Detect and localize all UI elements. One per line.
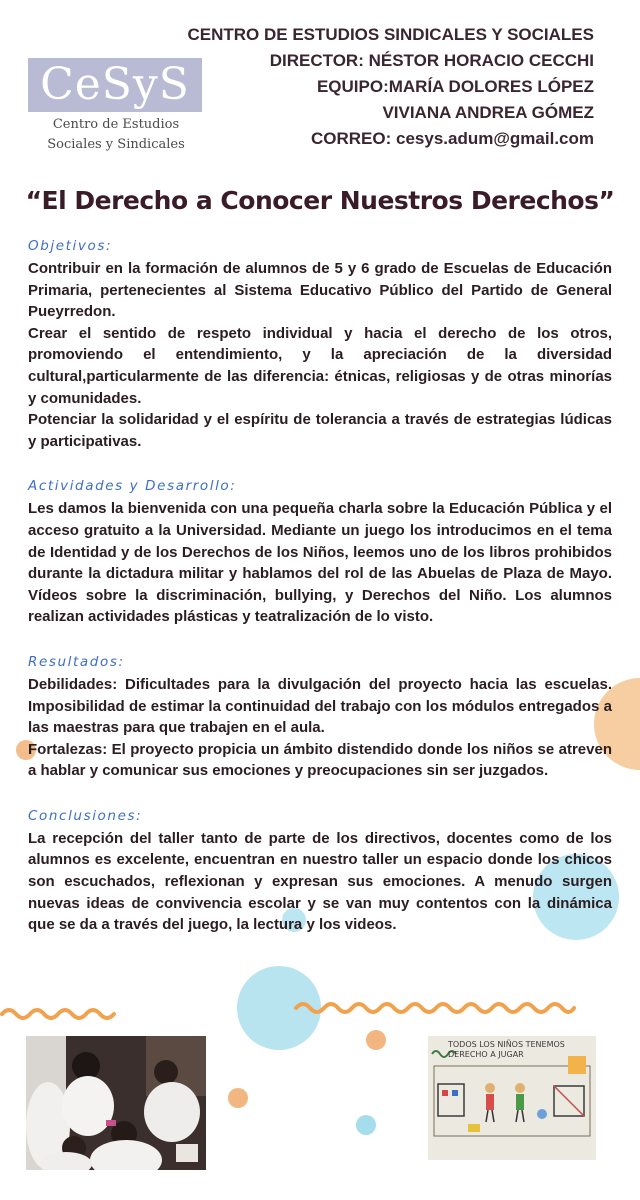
team-line-2: VIVIANA ANDREA GÓMEZ: [382, 103, 594, 122]
logo-subtitle: [28, 115, 204, 155]
decorative-orange-dot: [366, 1030, 386, 1050]
section-heading: Conclusiones:: [28, 807, 143, 824]
workshop-photo: [26, 1036, 206, 1170]
team-line: EQUIPO:MARÍA DOLORES LÓPEZ: [316, 77, 594, 96]
decorative-orange-dot: [228, 1088, 248, 1108]
logo-subtitle-line: Sociales y Sindicales: [47, 137, 185, 152]
paragraph: Contribuir en la formación de alumnos de 5 y 6 grado de Escuelas de Educación Primaria, pertenecientes al Sistema Educativo Público del Partido de General Pueyrredon.: [28, 260, 612, 321]
section-resultados: [28, 652, 612, 782]
content: [28, 236, 612, 960]
section-conclusiones: [28, 806, 612, 936]
director-line: DIRECTOR: NÉSTOR HORACIO CECCHI: [269, 51, 594, 70]
section-heading: Resultados:: [28, 653, 125, 670]
orange-wave-left: [0, 1002, 120, 1026]
decorative-blue-dot: [356, 1115, 376, 1135]
paragraph: Debilidades: Dificultades para la divulgación del proyecto hacia las escuelas. Imposibilidad de estimar la continuidad del trabajo con los módulos entregados a las maestras para que trabajen en el aula.: [28, 675, 612, 737]
logo-subtitle-line: Centro de Estudios: [52, 117, 180, 132]
section-objetivos: [28, 236, 612, 452]
section-heading: Objetivos:: [28, 238, 113, 254]
section-heading: Actividades y Desarrollo:: [28, 478, 237, 495]
children-drawing: [428, 1036, 596, 1160]
paragraph: La recepción del taller tanto de parte de los directivos, docentes como de los alumnos es excelente, encuentran en nuestro taller un espacio donde los chicos son escuchados, reflexionan y expresan sus emociones. A menudo surgen nuevas ideas de convivencia escolar y se van muy contentos con la dinámica que se da a través del juego, la lectura y los videos.: [28, 829, 612, 934]
children-workshop-image: [26, 1036, 206, 1170]
header-info: [188, 22, 595, 152]
cesys-logo: [28, 58, 204, 158]
section-actividades: [28, 476, 612, 628]
paragraph: Crear el sentido de respeto individual y hacia el derecho de los otros, promoviendo el entendimiento, y la apreciación de la diversidad cultural,particularmente de las diferencia: étnicas, religiosas y de otras minorías y comunidades.: [28, 324, 612, 407]
paragraph: Fortalezas: El proyecto propicia un ámbito distendido donde los niños se atreven a hablar y comunicar sus emociones y preocupaciones sin ser juzgados.: [28, 740, 612, 780]
orange-wave-right: [292, 996, 578, 1020]
poster-title: “El Derecho a Conocer Nuestros Derechos”: [25, 186, 615, 215]
paragraph: Les damos la bienvenida con una pequeña charla sobre la Educación Pública y el acceso gratuito a la Universidad. Mediante un juego los introducimos en el tema de Identidad y de los Derechos de los Niños, leemos uno de los libros prohibidos durante la dictadura militar y hablamos del rol de las Abuelas de Plaza de Mayo. Vídeos sobre la discriminación, bullying, y Derechos del Niño. Los alumnos realizan actividades plásticas y teatralización de lo visto.: [28, 500, 612, 626]
email-line: CORREO: cesys.adum@gmail.com: [311, 129, 594, 148]
center-name: CENTRO DE ESTUDIOS SINDICALES Y SOCIALES: [187, 25, 594, 44]
logo-wordmark: CeSyS: [28, 58, 202, 112]
drawing-caption: TODOS LOS NIÑOS TENEMOS DERECHO A JUGAR: [448, 1040, 565, 1059]
paragraph: Potenciar la solidaridad y el espíritu de tolerancia a través de estrategias lúdicas y participativas.: [28, 411, 612, 450]
